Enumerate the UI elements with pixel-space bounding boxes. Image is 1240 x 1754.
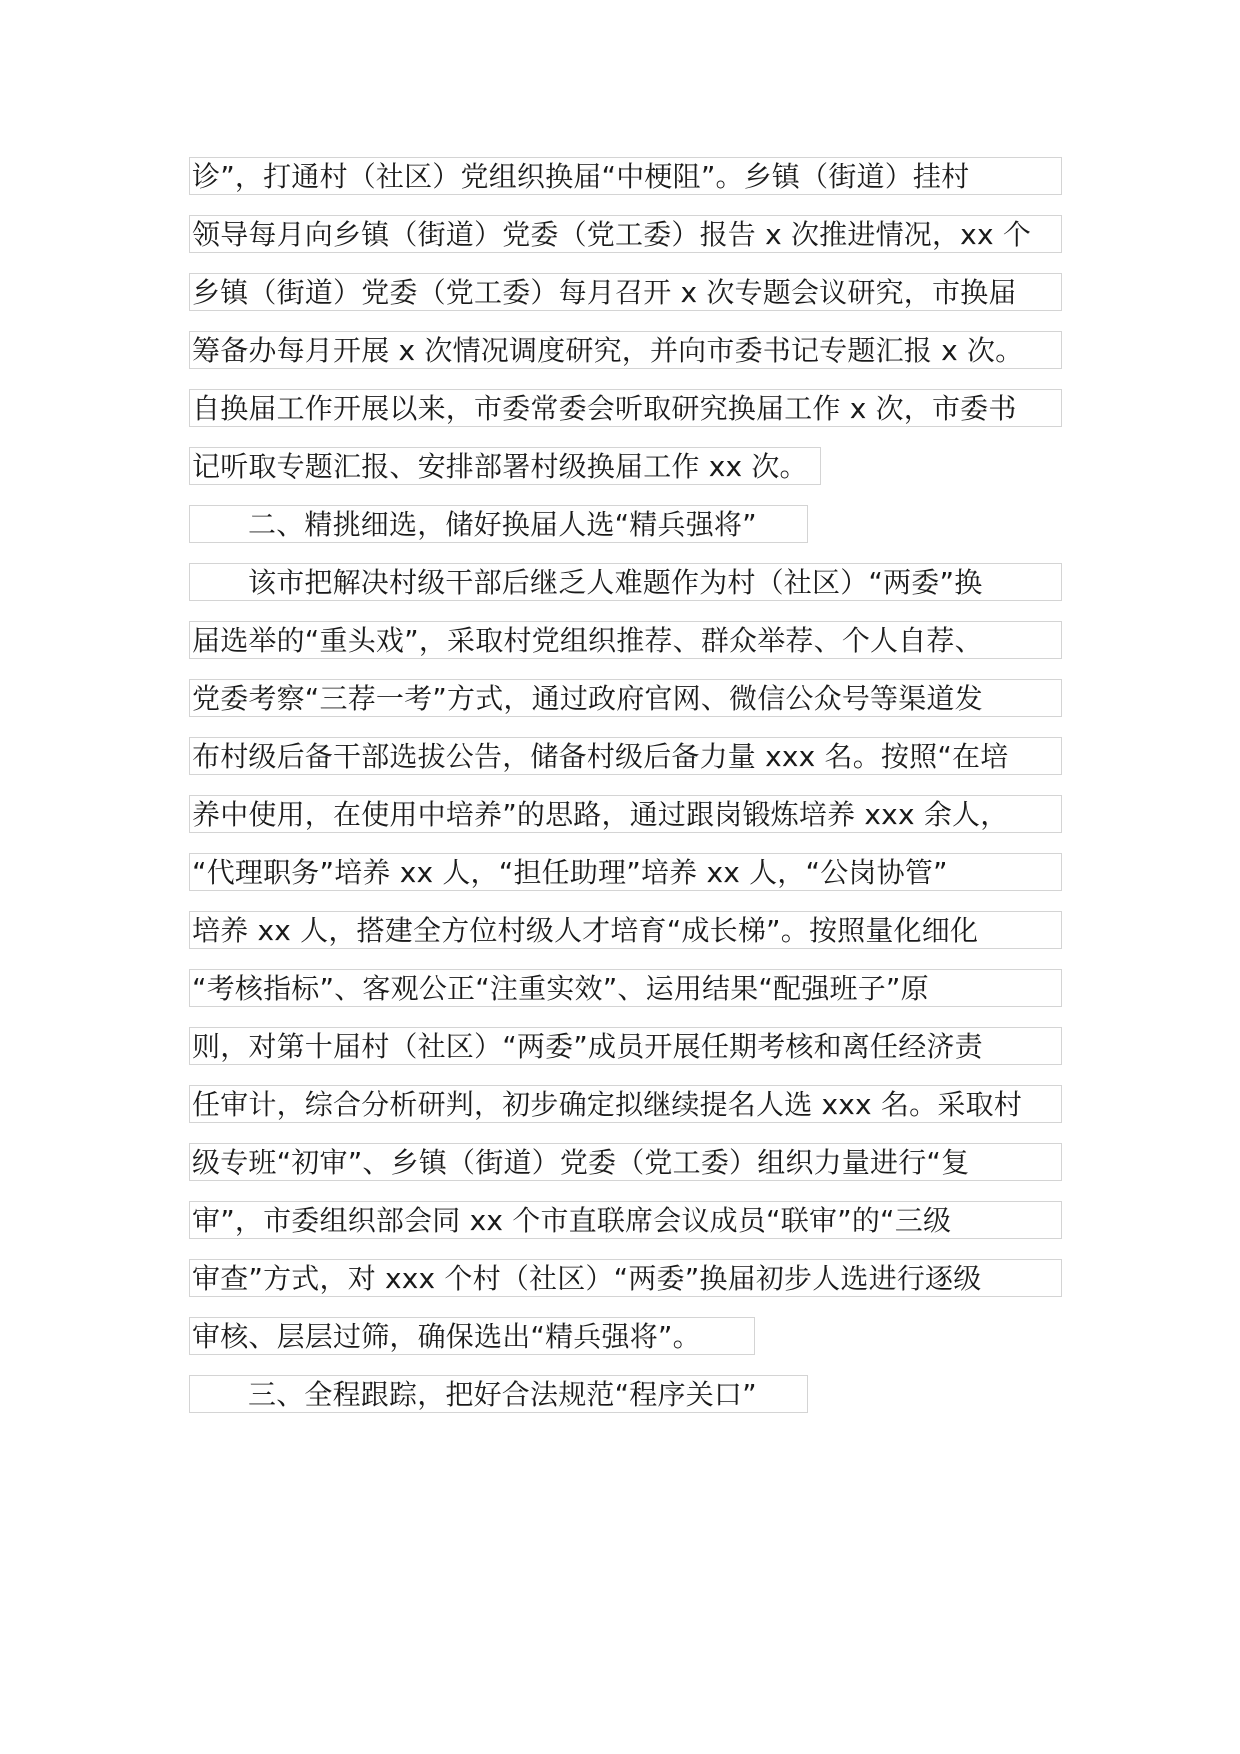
paragraph-line: 记听取专题汇报、安排部署村级换届工作 xx 次。 — [189, 447, 821, 485]
paragraph-line: “考核指标”、客观公正“注重实效”、运用结果“配强班子”原 — [189, 969, 1062, 1007]
paragraph-line: 布村级后备干部选拔公告，储备村级后备力量 xxx 名。按照“在培 — [189, 737, 1062, 775]
section-heading-3: 三、全程跟踪，把好合法规范“程序关口” — [189, 1375, 808, 1413]
paragraph-line: 任审计，综合分析研判，初步确定拟继续提名人选 xxx 名。采取村 — [189, 1085, 1062, 1123]
paragraph-line: 诊”，打通村（社区）党组织换届“中梗阻”。乡镇（街道）挂村 — [189, 157, 1062, 195]
paragraph-line: 审”，市委组织部会同 xx 个市直联席会议成员“联审”的“三级 — [189, 1201, 1062, 1239]
paragraph-line: 该市把解决村级干部后继乏人难题作为村（社区）“两委”换 — [189, 563, 1062, 601]
paragraph-line: 审核、层层过筛，确保选出“精兵强将”。 — [189, 1317, 755, 1355]
paragraph-line: 届选举的“重头戏”，采取村党组织推荐、群众举荐、个人自荐、 — [189, 621, 1062, 659]
paragraph-line: 则，对第十届村（社区）“两委”成员开展任期考核和离任经济责 — [189, 1027, 1062, 1065]
paragraph-line: 领导每月向乡镇（街道）党委（党工委）报告 x 次推进情况，xx 个 — [189, 215, 1062, 253]
section-heading-2: 二、精挑细选，储好换届人选“精兵强将” — [189, 505, 808, 543]
paragraph-line: 党委考察“三荐一考”方式，通过政府官网、微信公众号等渠道发 — [189, 679, 1062, 717]
paragraph-line: 自换届工作开展以来，市委常委会听取研究换届工作 x 次，市委书 — [189, 389, 1062, 427]
paragraph-line: 培养 xx 人，搭建全方位村级人才培育“成长梯”。按照量化细化 — [189, 911, 1062, 949]
paragraph-line: 筹备办每月开展 x 次情况调度研究，并向市委书记专题汇报 x 次。 — [189, 331, 1062, 369]
paragraph-line: 乡镇（街道）党委（党工委）每月召开 x 次专题会议研究，市换届 — [189, 273, 1062, 311]
paragraph-line: “代理职务”培养 xx 人，“担任助理”培养 xx 人，“公岗协管” — [189, 853, 1062, 891]
paragraph-line: 审查”方式，对 xxx 个村（社区）“两委”换届初步人选进行逐级 — [189, 1259, 1062, 1297]
paragraph-line: 养中使用，在使用中培养”的思路，通过跟岗锻炼培养 xxx 余人， — [189, 795, 1062, 833]
paragraph-line: 级专班“初审”、乡镇（街道）党委（党工委）组织力量进行“复 — [189, 1143, 1062, 1181]
